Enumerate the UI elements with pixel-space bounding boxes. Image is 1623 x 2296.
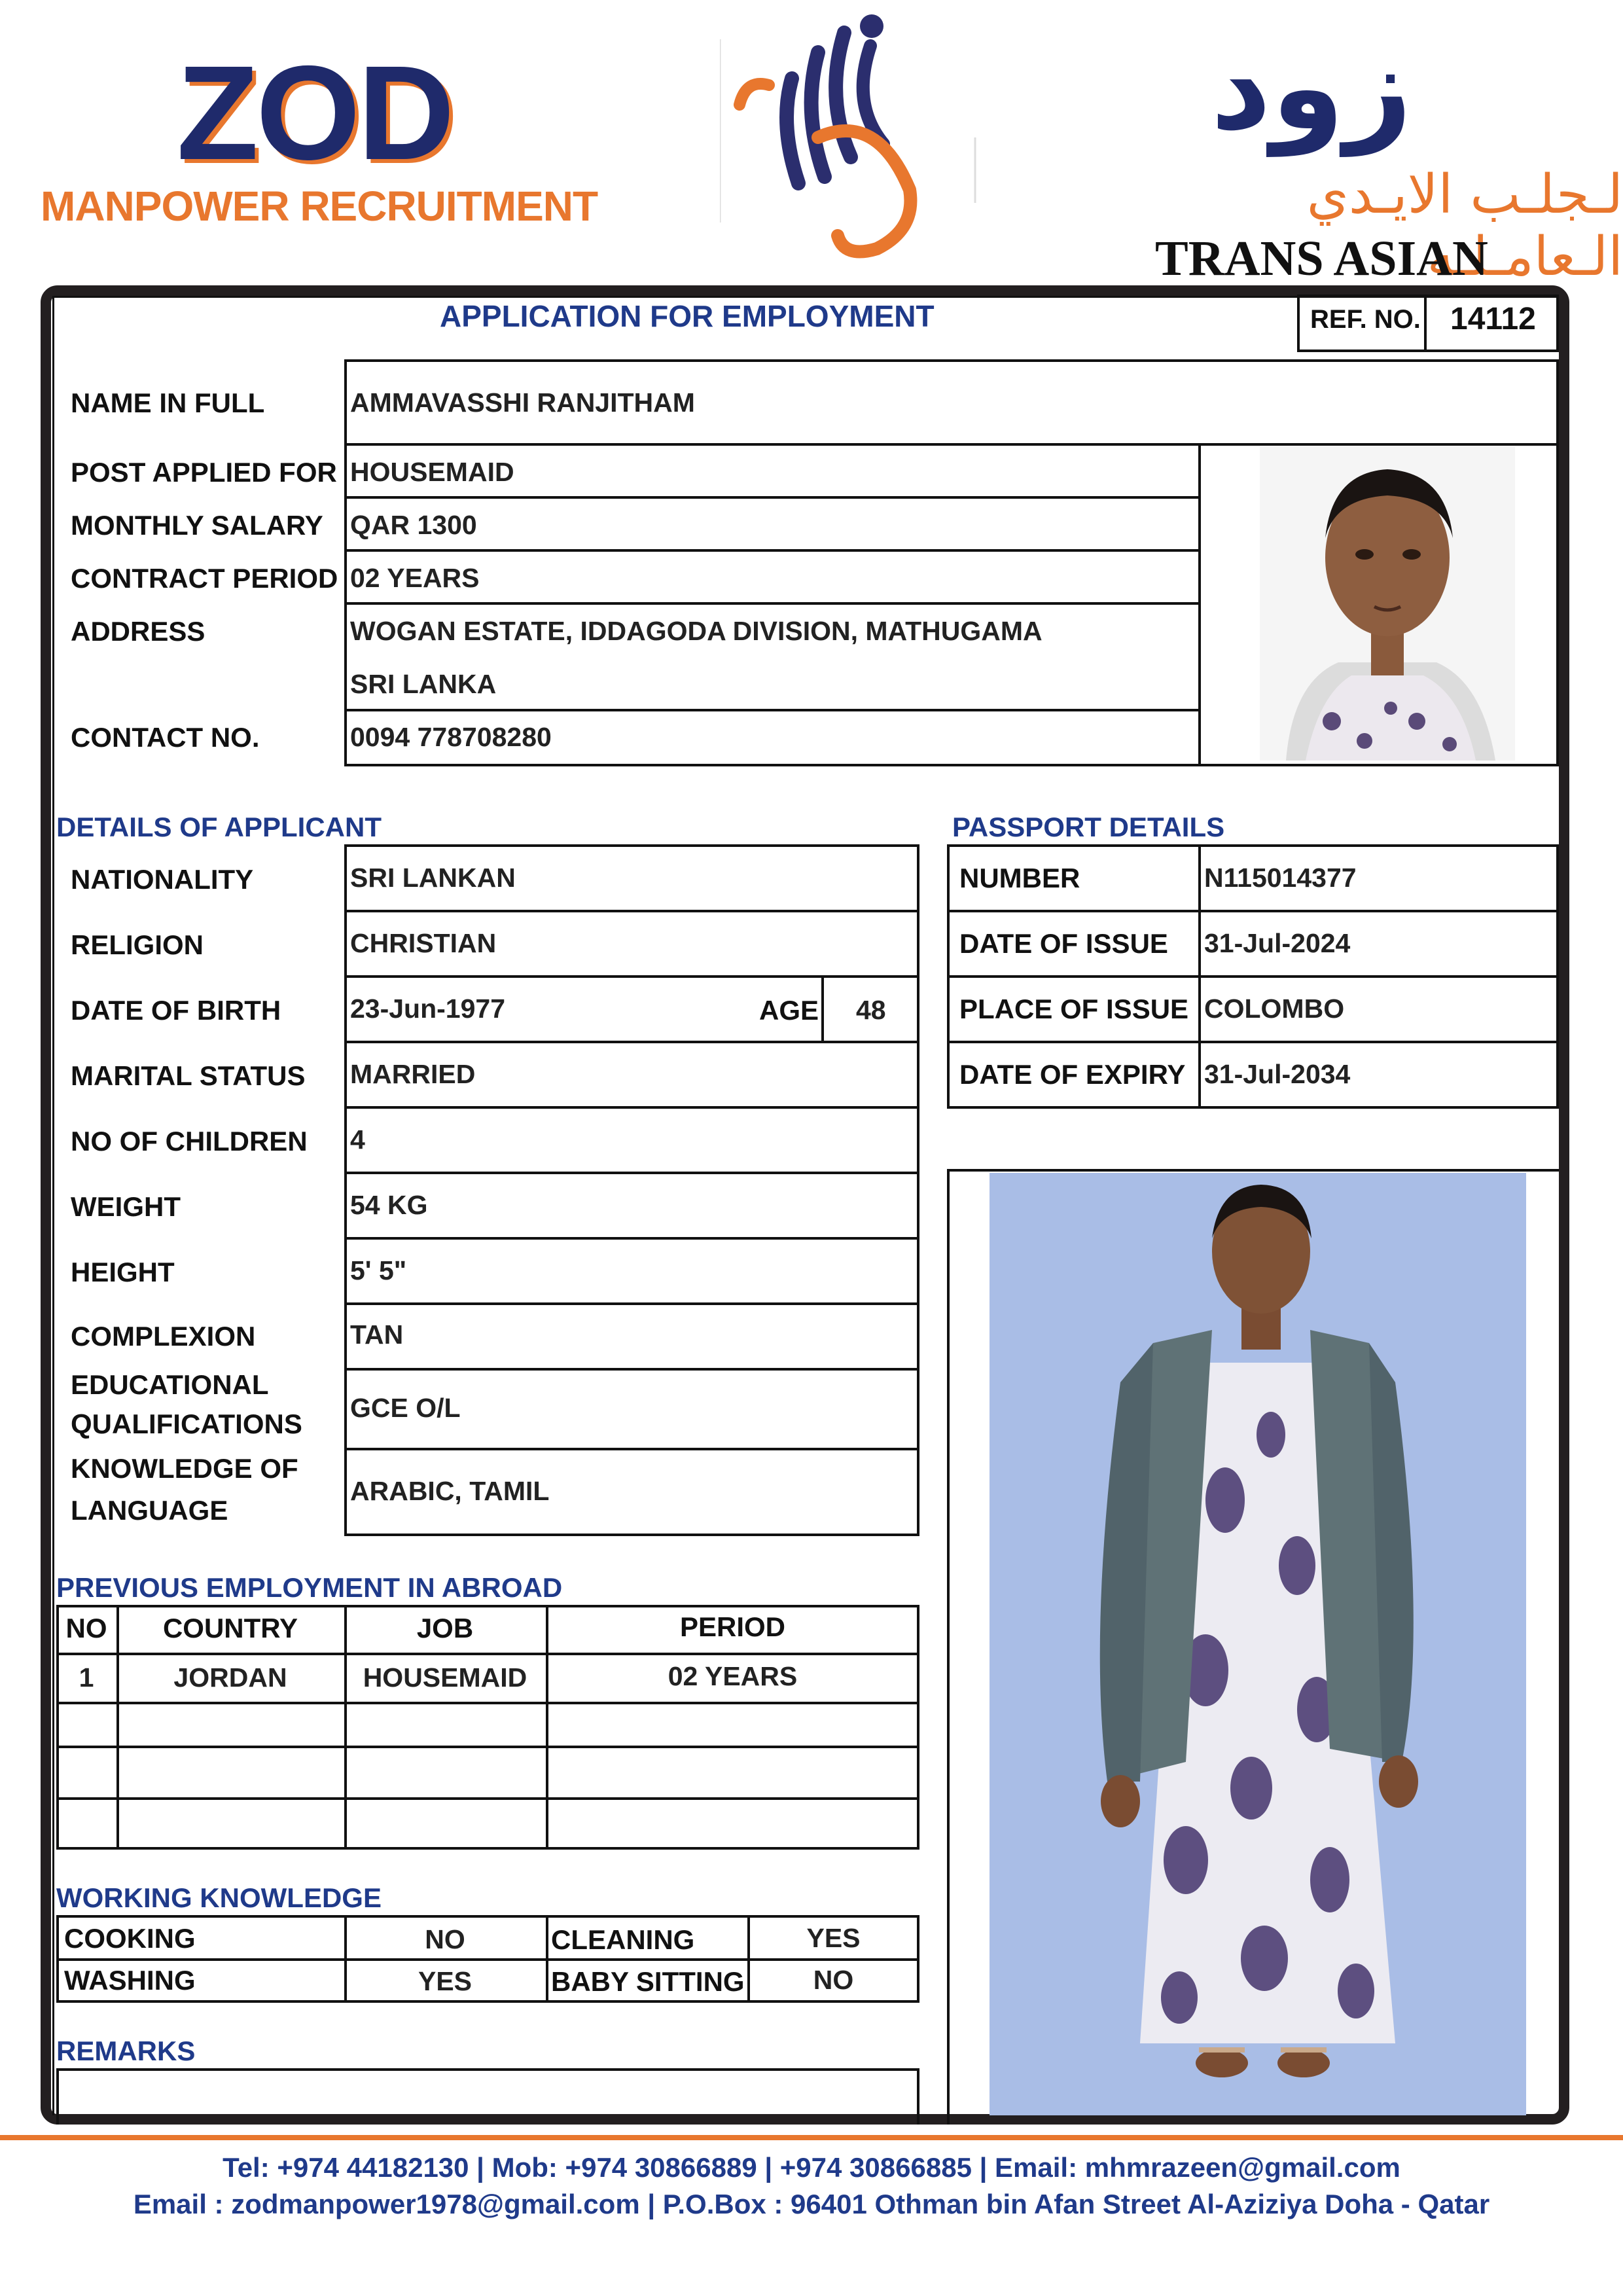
- row-line: [947, 910, 1559, 912]
- trans-asian-label: TRANS ASIAN: [1155, 231, 1488, 286]
- dob-label: DATE OF BIRTH: [71, 995, 281, 1026]
- language-label-1: KNOWLEDGE OF: [71, 1453, 298, 1484]
- row-line: [344, 549, 1201, 552]
- employment-row-job: HOUSEMAID: [363, 1662, 527, 1693]
- applicant-full-length-photo: [990, 1173, 1526, 2115]
- salary-label: MONTHLY SALARY: [71, 510, 323, 541]
- contract-label: CONTRACT PERIOD: [71, 563, 338, 594]
- issue-place-value: COLOMBO: [1204, 994, 1345, 1024]
- row-line: [344, 1172, 919, 1174]
- expiry-date-label: DATE OF EXPIRY: [959, 1059, 1186, 1090]
- skills-section-title: WORKING KNOWLEDGE: [56, 1882, 382, 1913]
- passport-number-label: NUMBER: [959, 863, 1080, 893]
- ref-divider: [1424, 295, 1427, 352]
- company-emblem-logo: [720, 7, 982, 262]
- employment-header-job: JOB: [416, 1613, 474, 1643]
- children-label: NO OF CHILDREN: [71, 1126, 308, 1157]
- employment-row-country: JORDAN: [173, 1662, 287, 1693]
- religion-value: CHRISTIAN: [350, 928, 497, 958]
- passport-divider: [1198, 844, 1201, 1109]
- skill-babysitting-label: BABY SITTING: [551, 1966, 745, 1997]
- education-label-1: EDUCATIONAL: [71, 1369, 269, 1400]
- weight-label: WEIGHT: [71, 1191, 181, 1222]
- remarks-section-title: REMARKS: [56, 2036, 196, 2066]
- brand-subtitle: MANPOWER RECRUITMENT: [41, 183, 598, 230]
- form-title: APPLICATION FOR EMPLOYMENT: [440, 299, 935, 333]
- expiry-date-value: 31-Jul-2034: [1204, 1059, 1351, 1089]
- post-value: HOUSEMAID: [350, 457, 514, 487]
- children-value: 4: [350, 1124, 365, 1155]
- arabic-brand: زود: [1211, 20, 1412, 156]
- row-line: [344, 1368, 919, 1371]
- marital-value: MARRIED: [350, 1059, 476, 1089]
- marital-label: MARITAL STATUS: [71, 1060, 306, 1091]
- address-line2: SRI LANKA: [350, 669, 497, 699]
- row-line: [344, 1448, 919, 1450]
- ref-label: REF. NO.: [1310, 305, 1421, 334]
- arabic-subtitle: لـجلـب الايـدي الـعامـلـه: [1306, 164, 1623, 288]
- skill-babysitting-value: NO: [813, 1965, 854, 1995]
- skill-cleaning-label: CLEANING: [551, 1924, 695, 1955]
- issue-place-label: PLACE OF ISSUE: [959, 994, 1189, 1024]
- employment-section-title: PREVIOUS EMPLOYMENT IN ABROAD: [56, 1572, 563, 1603]
- row-line: [56, 1653, 919, 1655]
- row-line: [344, 1106, 919, 1109]
- applicant-portrait-photo: [1260, 446, 1515, 761]
- education-label-2: QUALIFICATIONS: [71, 1408, 302, 1439]
- row-line: [56, 1746, 919, 1748]
- footer-contact-line2: Email : zodmanpower1978@gmail.com | P.O.Box : 96401 Othman bin Afan Street Al-Aziziya Doha - Qatar: [133, 2189, 1490, 2219]
- religion-label: RELIGION: [71, 929, 204, 960]
- skill-cleaning-value: YES: [806, 1923, 861, 1953]
- employment-header-period: PERIOD: [679, 1611, 786, 1642]
- address-line1: WOGAN ESTATE, IDDAGODA DIVISION, MATHUGAMA: [350, 616, 1043, 646]
- employment-row-period: 02 YEARS: [668, 1661, 798, 1691]
- footer-divider: [0, 2135, 1623, 2140]
- issue-date-label: DATE OF ISSUE: [959, 928, 1168, 959]
- row-line: [344, 910, 919, 912]
- row-line: [56, 1797, 919, 1800]
- complexion-value: TAN: [350, 1319, 404, 1350]
- row-line: [344, 1041, 919, 1043]
- contract-value: 02 YEARS: [350, 563, 480, 593]
- col-line: [546, 1915, 548, 2003]
- salary-value: QAR 1300: [350, 510, 477, 540]
- post-label: POST APPLIED FOR: [71, 457, 337, 488]
- age-value: 48: [856, 995, 886, 1025]
- address-label: ADDRESS: [71, 616, 205, 647]
- row-line: [56, 1702, 919, 1704]
- row-line: [344, 709, 1201, 711]
- name-value: AMMAVASSHI RANJITHAM: [350, 387, 695, 418]
- skill-washing-label: WASHING: [64, 1965, 196, 1996]
- issue-date-value: 31-Jul-2024: [1204, 928, 1351, 958]
- skill-washing-value: YES: [418, 1966, 473, 1996]
- age-divider: [821, 975, 824, 1041]
- row-line: [344, 1302, 919, 1305]
- nationality-label: NATIONALITY: [71, 864, 254, 895]
- brand-logo-text: ZOD: [177, 38, 452, 188]
- employment-header-country: COUNTRY: [162, 1613, 298, 1643]
- nationality-value: SRI LANKAN: [350, 863, 516, 893]
- height-label: HEIGHT: [71, 1257, 175, 1287]
- ref-value: 14112: [1450, 302, 1536, 336]
- language-label-2: LANGUAGE: [71, 1495, 228, 1526]
- name-label: NAME IN FULL: [71, 387, 265, 418]
- employment-row-no: 1: [79, 1662, 94, 1693]
- age-label: AGE: [759, 995, 819, 1026]
- height-value: 5' 5": [350, 1255, 407, 1285]
- footer-contact-line1: Tel: +974 44182130 | Mob: +974 30866889 | +974 30866885 | Email: mhmrazeen@gmail.com: [223, 2152, 1400, 2183]
- education-value: GCE O/L: [350, 1393, 461, 1423]
- row-line: [947, 975, 1559, 978]
- personal-box: [344, 443, 1201, 766]
- row-line: [344, 1237, 919, 1240]
- row-line: [947, 1041, 1559, 1043]
- inner-border: [52, 296, 54, 2115]
- complexion-label: COMPLEXION: [71, 1321, 256, 1352]
- employment-header-no: NO: [65, 1613, 107, 1643]
- passport-number-value: N115014377: [1204, 863, 1357, 893]
- weight-value: 54 KG: [350, 1190, 428, 1220]
- applicant-section-title: DETAILS OF APPLICANT: [56, 812, 382, 842]
- row-line: [344, 975, 919, 978]
- contact-value: 0094 778708280: [350, 722, 552, 752]
- skill-cooking-label: COOKING: [64, 1923, 196, 1954]
- remarks-box: [56, 2068, 919, 2125]
- row-line: [56, 1958, 919, 1961]
- row-line: [344, 496, 1201, 499]
- contact-label: CONTACT NO.: [71, 722, 260, 753]
- language-value: ARABIC, TAMIL: [350, 1476, 550, 1506]
- dob-value: 23-Jun-1977: [350, 994, 506, 1024]
- row-line: [344, 602, 1201, 605]
- passport-section-title: PASSPORT DETAILS: [952, 812, 1225, 842]
- skill-cooking-value: NO: [425, 1924, 465, 1954]
